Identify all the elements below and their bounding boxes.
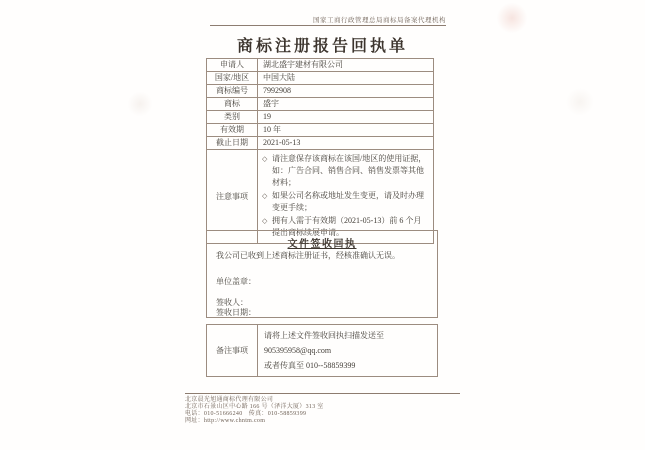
diamond-bullet-icon: ◇	[262, 217, 268, 225]
row-label: 截止日期	[207, 137, 258, 150]
row-value: 中国大陆	[258, 72, 434, 85]
header-rule	[210, 25, 446, 26]
receipt-statement: 我公司已收到上述商标注册证书，经核准确认无误。	[216, 251, 400, 260]
agency-company-name: 北京晨光旭通商标代理有限公司	[185, 397, 274, 403]
note-text: 如果公司名称或地址发生变更，请及时办理变更手续；	[272, 191, 424, 212]
table-row	[207, 59, 434, 72]
table-row	[207, 124, 434, 137]
agency-address: 北京市石景山区中心路 166 号（泽洋大厦）313 室	[185, 404, 324, 410]
document-receipt-section	[206, 230, 438, 318]
table-row	[207, 137, 434, 150]
note-text: 请注意保存该商标在该国/地区的使用证据，如：广告合同、销售合同、销售发票等其他材料；	[272, 154, 427, 187]
row-value: 7992908	[258, 85, 434, 98]
agency-footer	[185, 397, 485, 425]
agency-registration-note: 国家工商行政管理总局商标局备案代理机构	[313, 17, 446, 24]
table-row	[207, 111, 434, 124]
receipt-section-title: 文件签收回执	[287, 239, 357, 250]
row-label: 国家/地区	[207, 72, 258, 85]
remarks-line-email: 请将上述文件签收回执扫描发送至 905395958@qq.com	[264, 331, 384, 355]
footer-rule	[185, 393, 460, 394]
table-row	[207, 85, 434, 98]
remarks-label: 备注事项	[207, 325, 258, 377]
row-label: 申请人	[207, 59, 258, 72]
sign-date-label: 签收日期：	[216, 308, 256, 317]
remarks-row	[207, 325, 438, 377]
page-title: 商标注册报告回执单	[236, 38, 408, 55]
note-text: 拥有人需于有效期（2021-05-13）前 6 个月提出商标续展申请。	[272, 216, 422, 237]
row-label: 商标编号	[207, 85, 258, 98]
signer-label: 签收人：	[216, 298, 248, 307]
row-label: 有效期	[207, 124, 258, 137]
row-label: 类别	[207, 111, 258, 124]
note-item	[262, 153, 429, 189]
row-label: 商标	[207, 98, 258, 111]
agency-website: 网址：http://www.chntm.com	[185, 418, 266, 424]
row-value: 10 年	[258, 124, 434, 137]
row-value: 2021-05-13	[258, 137, 434, 150]
table-row	[207, 72, 434, 85]
note-item	[262, 190, 429, 214]
diamond-bullet-icon: ◇	[262, 155, 268, 163]
row-value: 19	[258, 111, 434, 124]
remarks-cell	[258, 325, 438, 377]
notes-label: 注意事项	[207, 150, 258, 244]
diamond-bullet-icon: ◇	[262, 192, 268, 200]
company-seal-label: 单位盖章：	[216, 277, 256, 286]
table-row	[207, 98, 434, 111]
remarks-line-fax: 或者传真至 010--58859399	[264, 361, 356, 370]
row-value: 盛宇	[258, 98, 434, 111]
agency-contact: 电话：010-51666240 传真：010-58859399	[185, 411, 307, 417]
row-value: 湖北盛宇建材有限公司	[258, 59, 434, 72]
trademark-info-table	[206, 58, 434, 244]
remarks-table	[206, 324, 438, 377]
